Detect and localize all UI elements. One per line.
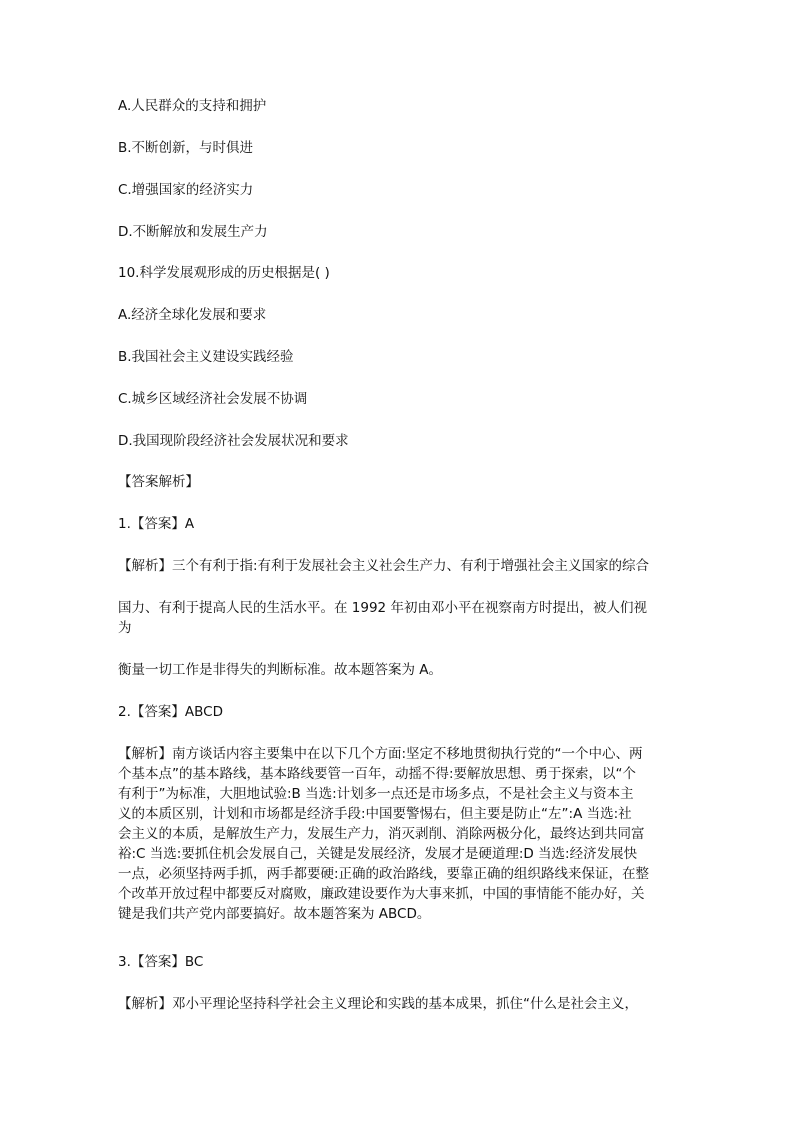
answer-1-analysis-line-3: 衡量一切工作是非得失的判断标准。故本题答案为 A。 [118,662,443,678]
answer-2-analysis-line-1: 【解析】南方谈话内容主要集中在以下几个方面:坚定不移地贯彻执行党的“一个中心、两 [118,746,643,762]
q10-option-a: A.经济全球化发展和要求 [118,307,267,323]
answer-1-analysis-line-2: 国力、有利于提高人民的生活水平。在 1992 年初由邓小平在视察南方时提出，被人们视 [118,600,647,616]
answer-analysis-heading: 【答案解析】 [118,474,199,490]
answer-2-analysis-line-3: 有利于”为标准，大胆地试验:B 当选:计划多一点还是市场多点，不是社会主义与资本主 [118,786,634,802]
q10-option-c: C.城乡区域经济社会发展不协调 [118,391,308,407]
answer-2-analysis-line-9: 键是我们共产党内部要搞好。故本题答案为 ABCD。 [118,906,431,922]
q9-option-d: D.不断解放和发展生产力 [118,224,268,240]
q9-option-b: B.不断创新，与时俱进 [118,140,254,156]
answer-1-label: 1.【答案】A [118,516,195,532]
q10-option-d: D.我国现阶段经济社会发展状况和要求 [118,433,349,449]
q9-option-a: A.人民群众的支持和拥护 [118,98,267,114]
answer-2-analysis-line-4: 义的本质区别，计划和市场都是经济手段:中国要警惕右，但主要是防止“左”:A 当选:社 [118,806,632,822]
answer-2-analysis-line-8: 个改革开放过程中都要反对腐败，廉政建设要作为大事来抓，中国的事情能不能办好，关 [118,886,645,902]
answer-1-analysis-line-1: 【解析】三个有利于指:有利于发展社会主义社会生产力、有利于增强社会主义国家的综合 [118,558,650,574]
answer-1-analysis-line-2b: 为 [118,620,132,636]
answer-3-analysis-line-1: 【解析】邓小平理论坚持科学社会主义理论和实践的基本成果，抓住“什么是社会主义， [118,996,638,1012]
answer-2-analysis-line-5: 会主义的本质，是解放生产力，发展生产力，消灭剥削、消除两极分化，最终达到共同富 [118,826,645,842]
answer-3-label: 3.【答案】BC [118,954,204,970]
answer-2-analysis-line-2: 个基本点”的基本路线，基本路线要管一百年，动摇不得:要解放思想、勇于探索，以“个 [118,766,637,782]
answer-2-analysis-line-6: 裕:C 当选:要抓住机会发展自己，关键是发展经济，发展才是硬道理:D 当选:经济发展快 [118,846,638,862]
q9-option-c: C.增强国家的经济实力 [118,182,254,198]
q10-stem: 10.科学发展观形成的历史根据是( ) [118,265,330,281]
answer-2-analysis-line-7: 一点，必须坚持两手抓，两手都要硬:正确的政治路线，要靠正确的组织路线来保证，在整 [118,866,650,882]
q10-option-b: B.我国社会主义建设实践经验 [118,349,294,365]
answer-2-label: 2.【答案】ABCD [118,704,223,720]
